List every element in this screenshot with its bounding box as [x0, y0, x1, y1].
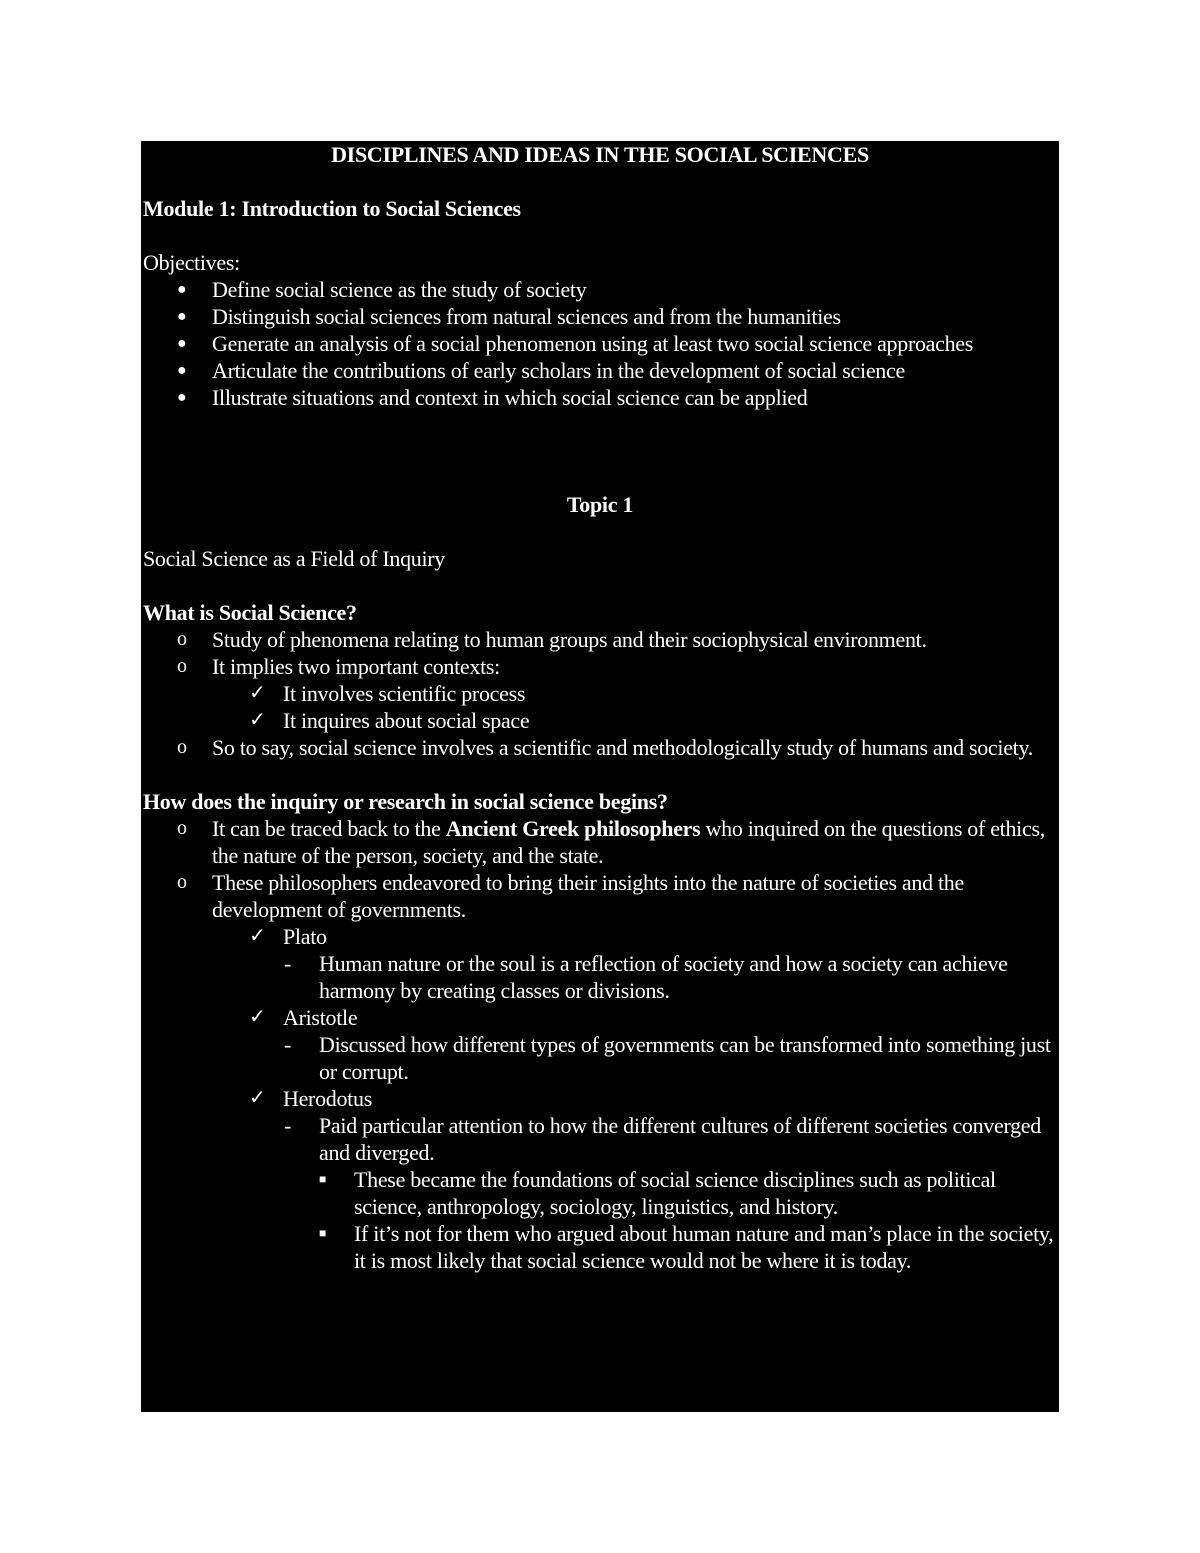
document-page: [141, 141, 1059, 1412]
check-icon: ✓: [249, 1006, 266, 1028]
list-item: o So to say, social science involves a scientific and methodologically study of humans and society.: [177, 735, 1033, 760]
philosopher-item: ✓ Aristotle: [249, 1005, 358, 1030]
check-icon: ✓: [249, 682, 266, 704]
what-is-list: [143, 626, 1057, 761]
circle-bullet-icon: o: [177, 871, 187, 893]
bullet-icon: ●: [177, 281, 187, 298]
circle-bullet-icon: o: [177, 655, 187, 677]
circle-bullet-icon: o: [177, 817, 187, 839]
philosopher-item: ✓ Herodotus: [249, 1086, 372, 1111]
dash-icon: -: [284, 951, 292, 976]
bullet-icon: ●: [177, 335, 187, 352]
list-item: ● Illustrate situations and context in which social science can be applied: [177, 385, 808, 410]
module-heading: Module 1: Introduction to Social Sciences: [143, 196, 521, 221]
check-icon: ✓: [249, 1087, 266, 1109]
list-item: ● Generate an analysis of a social phenomenon using at least two social science approaches: [177, 331, 974, 356]
bullet-icon: ●: [177, 389, 187, 406]
dash-icon: -: [284, 1032, 292, 1057]
square-bullet-icon: ■: [319, 1172, 326, 1186]
square-bullet-icon: ■: [319, 1226, 326, 1240]
list-item: ■ If it’s not for them who argued about human nature and man’s place in the society, it is most likely that social science would not be where it is today.: [319, 1221, 1054, 1273]
check-icon: ✓: [249, 709, 266, 731]
list-item: ✓ It involves scientific process: [249, 681, 526, 706]
how-does-list: [143, 815, 1057, 1274]
document-title: DISCIPLINES AND IDEAS IN THE SOCIAL SCIENCES: [331, 142, 869, 167]
list-item: o These philosophers endeavored to bring their insights into the nature of societies and the development of governments.: [177, 870, 964, 922]
list-item: ● Define social science as the study of society: [177, 277, 587, 302]
list-item: - Human nature or the soul is a reflection of society and how a society can achieve harmony by creating classes or divisions.: [284, 951, 1008, 1003]
list-item: o Study of phenomena relating to human groups and their sociophysical environment.: [177, 627, 927, 652]
objectives-label: Objectives:: [143, 250, 240, 275]
topic-subtitle: Social Science as a Field of Inquiry: [143, 546, 446, 571]
list-item: - Paid particular attention to how the different cultures of different societies converged and diverged.: [284, 1113, 1041, 1165]
list-item: ● Distinguish social sciences from natural sciences and from the humanities: [177, 304, 841, 329]
dash-icon: -: [284, 1113, 292, 1138]
bullet-icon: ●: [177, 308, 187, 325]
circle-bullet-icon: o: [177, 628, 187, 650]
topic-heading: Topic 1: [566, 492, 634, 517]
list-item: ✓ It inquires about social space: [249, 708, 530, 733]
objectives-list: [143, 276, 1057, 411]
check-icon: ✓: [249, 925, 266, 947]
section-heading-what-is: What is Social Science?: [143, 600, 357, 625]
circle-bullet-icon: o: [177, 736, 187, 758]
philosopher-item: ✓ Plato: [249, 924, 327, 949]
list-item: ● Articulate the contributions of early scholars in the development of social science: [177, 358, 905, 383]
list-item: o It can be traced back to the Ancient Greek philosophers who inquired on the questions of ethics, the nature of the person, society, and the state.: [177, 816, 1045, 868]
list-item: ■ These became the foundations of social science disciplines such as political science, anthropology, sociology, linguistics, and history.: [319, 1167, 996, 1219]
list-item: o It implies two important contexts:: [177, 654, 500, 679]
list-item: - Discussed how different types of governments can be transformed into something just or corrupt.: [284, 1032, 1051, 1084]
bullet-icon: ●: [177, 362, 187, 379]
section-heading-how-does: How does the inquiry or research in social science begins?: [143, 789, 668, 814]
